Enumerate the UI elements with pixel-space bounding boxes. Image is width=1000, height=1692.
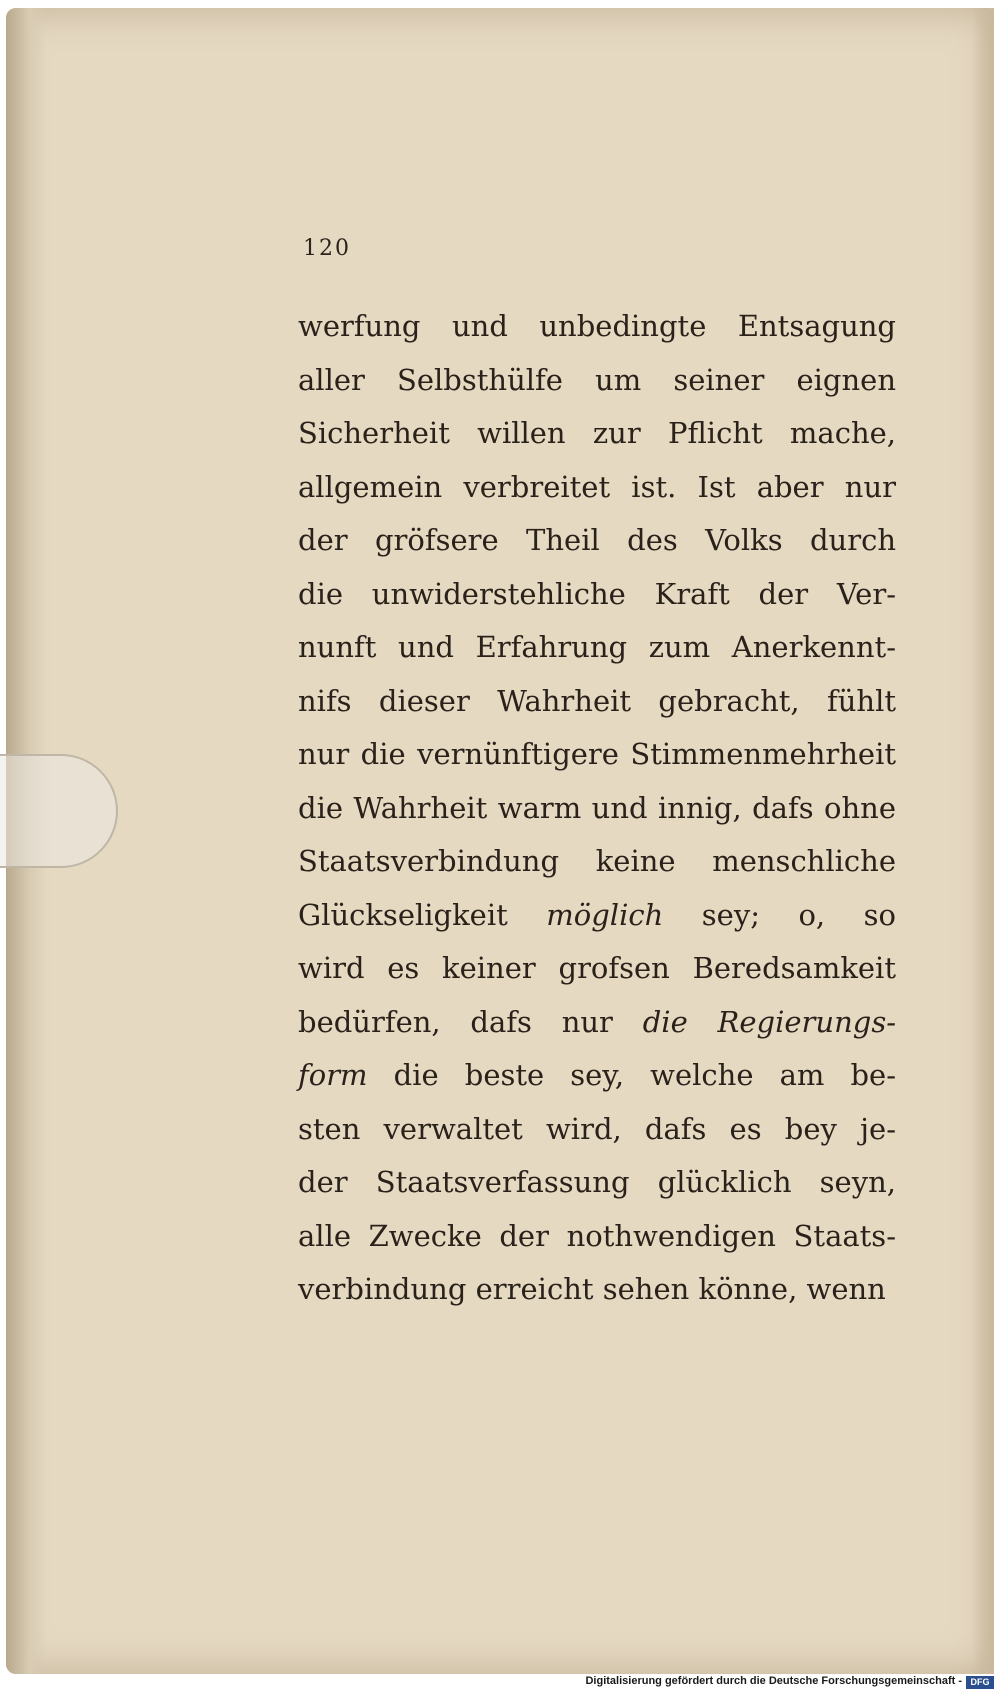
italic-emphasis: die Regierungs- bbox=[642, 1004, 896, 1039]
body-text bbox=[298, 300, 896, 1317]
book-page bbox=[6, 8, 994, 1674]
funding-notice: Digitalisierung gefördert durch die Deutsche Forschungsgemeinschaft - bbox=[585, 1675, 962, 1687]
page-number: 120 bbox=[303, 236, 351, 261]
text-segment: die beste sey, welche am be- bbox=[367, 1058, 896, 1092]
text-line: alle Zwecke der nothwendigen Staats- bbox=[298, 1218, 896, 1253]
text-line: sten verwaltet wird, dafs es bey je- bbox=[298, 1111, 896, 1146]
text-line bbox=[298, 996, 896, 1050]
text-segment: sey; o, so bbox=[663, 897, 896, 932]
text-line: die unwiderstehliche Kraft der Ver- bbox=[298, 576, 896, 611]
text-line: aller Selbsthülfe um seiner eignen bbox=[298, 362, 896, 397]
text-segment: bedürfen, dafs nur bbox=[298, 1004, 643, 1039]
text-segment: Glückseligkeit bbox=[298, 897, 547, 932]
page-edge-right bbox=[972, 8, 994, 1674]
text-line: allgemein verbreitet ist. Ist aber nur bbox=[298, 469, 896, 504]
italic-emphasis: form bbox=[298, 1058, 368, 1092]
text-line: wird es keiner grofsen Beredsamkeit bbox=[298, 951, 896, 985]
text-line: nifs dieser Wahrheit gebracht, fühlt bbox=[298, 683, 896, 718]
text-line: der Staatsverfassung glücklich seyn, bbox=[298, 1165, 896, 1199]
text-line: verbindung erreicht sehen könne, wenn bbox=[298, 1272, 886, 1306]
text-line: der gröfsere Theil des Volks durch bbox=[298, 523, 896, 557]
text-line: nur die vernünftigere Stimmenmehrheit bbox=[298, 737, 896, 771]
text-line: die Wahrheit warm und innig, dafs ohne bbox=[298, 790, 896, 825]
text-line bbox=[298, 889, 896, 943]
page-clip bbox=[0, 754, 118, 868]
text-line: Staatsverbindung keine menschliche bbox=[298, 844, 896, 878]
text-line: nunft und Erfahrung zum Anerkennt- bbox=[298, 630, 896, 664]
text-line: Sicherheit willen zur Pflicht mache, bbox=[298, 416, 896, 450]
text-line: werfung und unbedingte Entsagung bbox=[298, 309, 896, 343]
dfg-logo-icon: DFG bbox=[966, 1676, 994, 1689]
italic-emphasis: möglich bbox=[546, 897, 664, 932]
text-line bbox=[298, 1049, 896, 1103]
digitization-footer bbox=[0, 1674, 1000, 1692]
